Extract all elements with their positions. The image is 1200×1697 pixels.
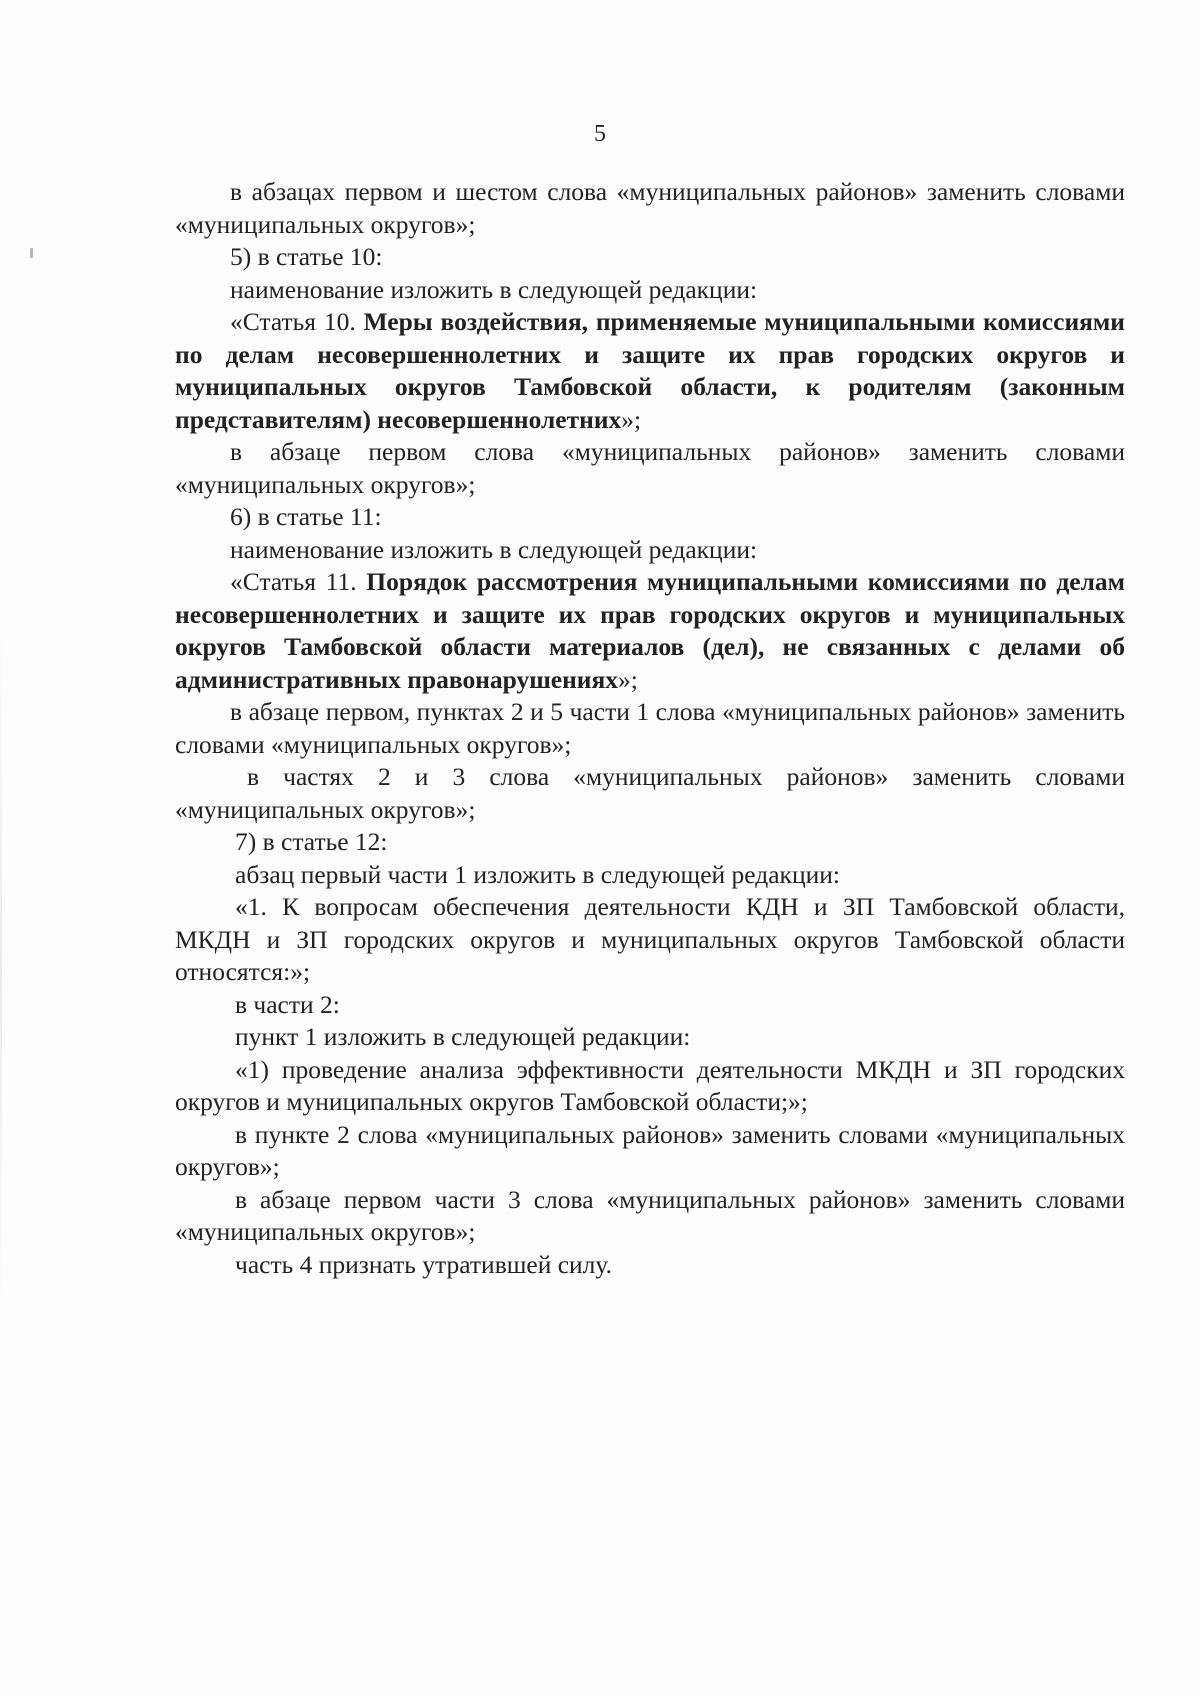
paragraph-14: в части 2: bbox=[235, 989, 340, 1019]
paragraph-17: в пункте 2 слова «муниципальных районов» заменить словами «муниципальных округов»; bbox=[175, 1119, 1125, 1181]
scan-artifact bbox=[30, 248, 33, 258]
article-10-heading: Меры воздействия, применяемые муниципальными комиссиями по делам несовершеннолетних и защите их прав городских округов и муниципальных округов Тамбовской области, к родителям (законным представителям) несовершеннолетних bbox=[175, 307, 1125, 434]
page-number: 5 bbox=[594, 121, 606, 147]
paragraph-11: 7) в статье 12: bbox=[235, 827, 388, 856]
article-10-title bbox=[175, 306, 1125, 436]
paragraph-19: часть 4 признать утратившей силу. bbox=[235, 1249, 612, 1279]
paragraph-3: наименование изложить в следующей редакции: bbox=[230, 274, 758, 304]
paragraph-1: в абзацах первом и шестом слова «муниципальных районов» заменить словами «муниципальных округов»; bbox=[175, 177, 1125, 239]
paragraph-2: 5) в статье 10: bbox=[230, 242, 383, 271]
paragraph-12: абзац первый части 1 изложить в следующей редакции: bbox=[235, 859, 840, 889]
paragraph-18: в абзаце первом части 3 слова «муниципальных районов» заменить словами «муниципальных округов»; bbox=[175, 1184, 1125, 1246]
article-11-heading: Порядок рассмотрения муниципальными комиссиями по делам несовершеннолетних и защите их прав городских округов и муниципальных округов Тамбовской области материалов (дел), не связанных с делами об административных правонарушениях bbox=[175, 567, 1126, 694]
paragraph-16: «1) проведение анализа эффективности деятельности МКДН и ЗП городских округов и муниципальных округов Тамбовской области;»; bbox=[175, 1054, 1125, 1116]
paragraph-15: пункт 1 изложить в следующей редакции: bbox=[235, 1022, 691, 1051]
article-11-prefix: «Статья 11. bbox=[230, 567, 367, 596]
article-10-suffix: »; bbox=[621, 404, 642, 434]
paragraph-13: «1. К вопросам обеспечения деятельности КДН и ЗП Тамбовской области, МКДН и ЗП городских округов и муниципальных округов Тамбовской области относятся:»; bbox=[175, 892, 1125, 986]
article-11-title bbox=[175, 566, 1125, 696]
margin-shadow bbox=[0, 630, 2, 1310]
article-11-suffix: »; bbox=[618, 664, 638, 694]
paragraph-9: в абзаце первом, пунктах 2 и 5 части 1 слова «муниципальных районов» заменить словами «муниципальных округов»; bbox=[175, 697, 1125, 759]
paragraph-10: в частях 2 и 3 слова «муниципальных районов» заменить словами «муниципальных округов»; bbox=[175, 762, 1125, 824]
paragraph-7: наименование изложить в следующей редакции: bbox=[230, 534, 758, 564]
paragraph-5: в абзаце первом слова «муниципальных районов» заменить словами «муниципальных округов»; bbox=[175, 437, 1125, 499]
document-body bbox=[175, 176, 1125, 1281]
paragraph-6: 6) в статье 11: bbox=[230, 502, 382, 531]
article-10-prefix: «Статья 10. bbox=[230, 307, 364, 336]
